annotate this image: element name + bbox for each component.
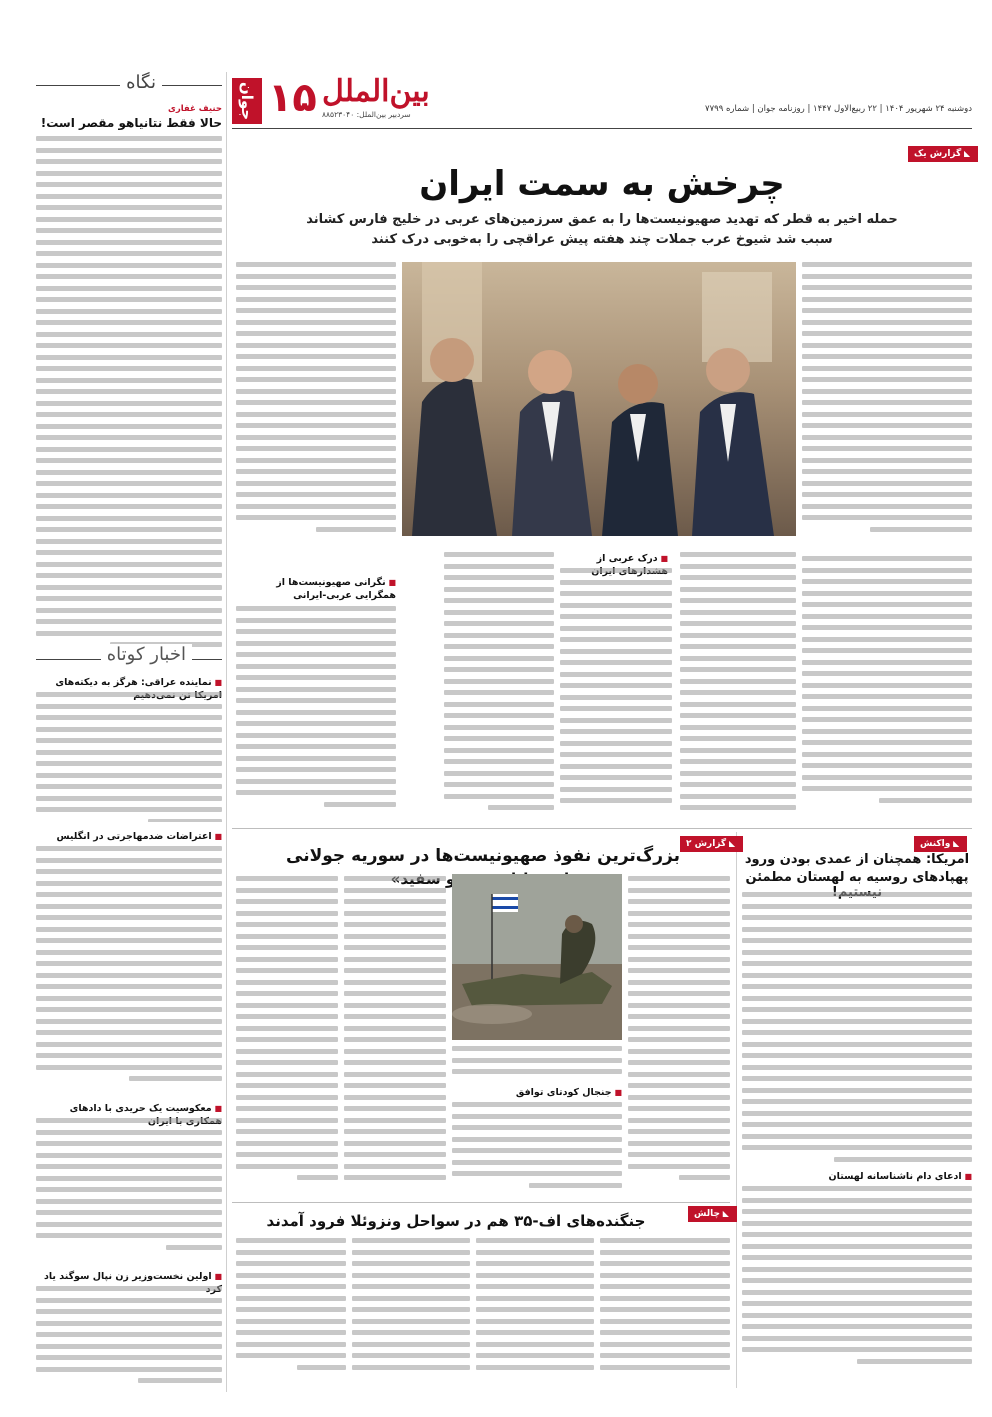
newspaper-logo (232, 78, 262, 124)
story4-col-1 (600, 1238, 730, 1384)
news-item-4-title: ■ اولین نخست‌وزیر زن نپال سوگند یاد (36, 1270, 222, 1296)
column-title: نگاه (120, 72, 162, 93)
news-item-1-body (36, 692, 222, 822)
story2-photo-tanks (452, 874, 622, 1040)
main-col-5 (236, 606, 396, 822)
story3-tag: ◣ واکنش (914, 836, 967, 852)
news-item-1-title: ■ نماینده عراقی: هرگز به دیکته‌های (36, 676, 222, 702)
logo-text: جوان (238, 81, 256, 121)
section-title: بین‌الملل (322, 74, 430, 109)
story2-tag: ◣ گزارش ۲ (680, 836, 743, 852)
story2-col-3 (236, 876, 338, 1196)
short-news-title: اخبار کوتاه (101, 644, 192, 665)
story4-tag: ◣ چالش (688, 1206, 737, 1222)
news-item-2-body (36, 846, 222, 1092)
story2-headline-1: بزرگ‌ترین نفوذ صهیونیست‌ها در سوریه جولانی (286, 846, 680, 866)
author-name: حنیف غفاری (168, 104, 222, 114)
main-col-2 (680, 552, 796, 822)
story4-col-3 (352, 1238, 470, 1384)
sidebar-headline: حالا فقط نتانیاهو مقصر است! (40, 116, 222, 130)
main-subheading-1: ■ درک عربی از (558, 552, 668, 578)
main-story-tag: ◣ گزارش یک (908, 146, 978, 162)
main-col-3 (560, 568, 672, 822)
story4-headline: جنگنده‌های اف-۳۵ هم در سواحل ونزوئلا فرود آمدند (266, 1212, 646, 1230)
news-item-3-body (36, 1118, 222, 1258)
story2-col-4 (452, 1046, 622, 1086)
story2-col-1 (628, 876, 730, 1196)
story2-col-2 (344, 876, 446, 1196)
news-item-2-title: ■ اعتراضات ضدمهاجرتی در انگلیس (36, 830, 222, 843)
story2-subheading: ■ جنجال کودتای توافق (452, 1086, 622, 1099)
photo-illustration (402, 262, 796, 536)
main-subheading-2: ■ نگرانی صهیونیست‌ها از همگرایی عربی-ایرانی (236, 576, 396, 602)
short-news-header (36, 644, 222, 672)
news-item-4-body (36, 1286, 222, 1390)
story3-body-2 (742, 1186, 972, 1382)
story4-col-4 (236, 1238, 346, 1384)
page-number: ۱۵ (268, 75, 317, 121)
main-col-4 (444, 552, 554, 822)
main-subhead-1: حمله اخیر به قطر که تهدید صهیونیست‌ها را به عمق سرزمین‌های عربی در خلیج فارس کشاند (306, 212, 898, 227)
story3-headline-1: امریکا: همچنان از عمدی بودن ورود (744, 852, 970, 867)
section-editor: سردبیر بین‌الملل: ۸۸۵۲۳۰۴۰ (322, 110, 411, 119)
column-header (36, 72, 222, 96)
story3-body (742, 892, 972, 1168)
main-col-left (236, 262, 396, 552)
story2-headline-2: و (445, 870, 456, 888)
story2-col-5 (452, 1102, 622, 1196)
sidebar-column (36, 72, 222, 1392)
sidebar-body-text (36, 136, 222, 672)
main-col-1-top (802, 262, 972, 552)
news-item-3-title: ■ معکوسیت یک حریدی با دادهای (36, 1102, 222, 1128)
story3-headline-2: پهپادهای روسیه به لهستان مطمئن (745, 870, 969, 885)
main-col-1-bottom (802, 556, 972, 822)
story3-subheading: ■ ادعای دام ناشناسانه لهستان (742, 1170, 972, 1183)
story4-col-2 (476, 1238, 594, 1384)
masthead (232, 74, 972, 124)
date-line: دوشنبه ۲۴ شهریور ۱۴۰۴ | ۲۲ ربیع‌الاول ۱۴۴۷ | روزنامه جوان | شماره ۷۷۹۹ (705, 104, 972, 114)
main-photo-diplomats (402, 262, 796, 536)
main-headline: چرخش به سمت ایران (419, 164, 785, 204)
photo-illustration-2 (452, 874, 622, 1040)
main-subhead-2: سبب شد شیوخ عرب جملات چند هفته پیش عراقچی را به‌خوبی درک کنند (371, 232, 833, 247)
